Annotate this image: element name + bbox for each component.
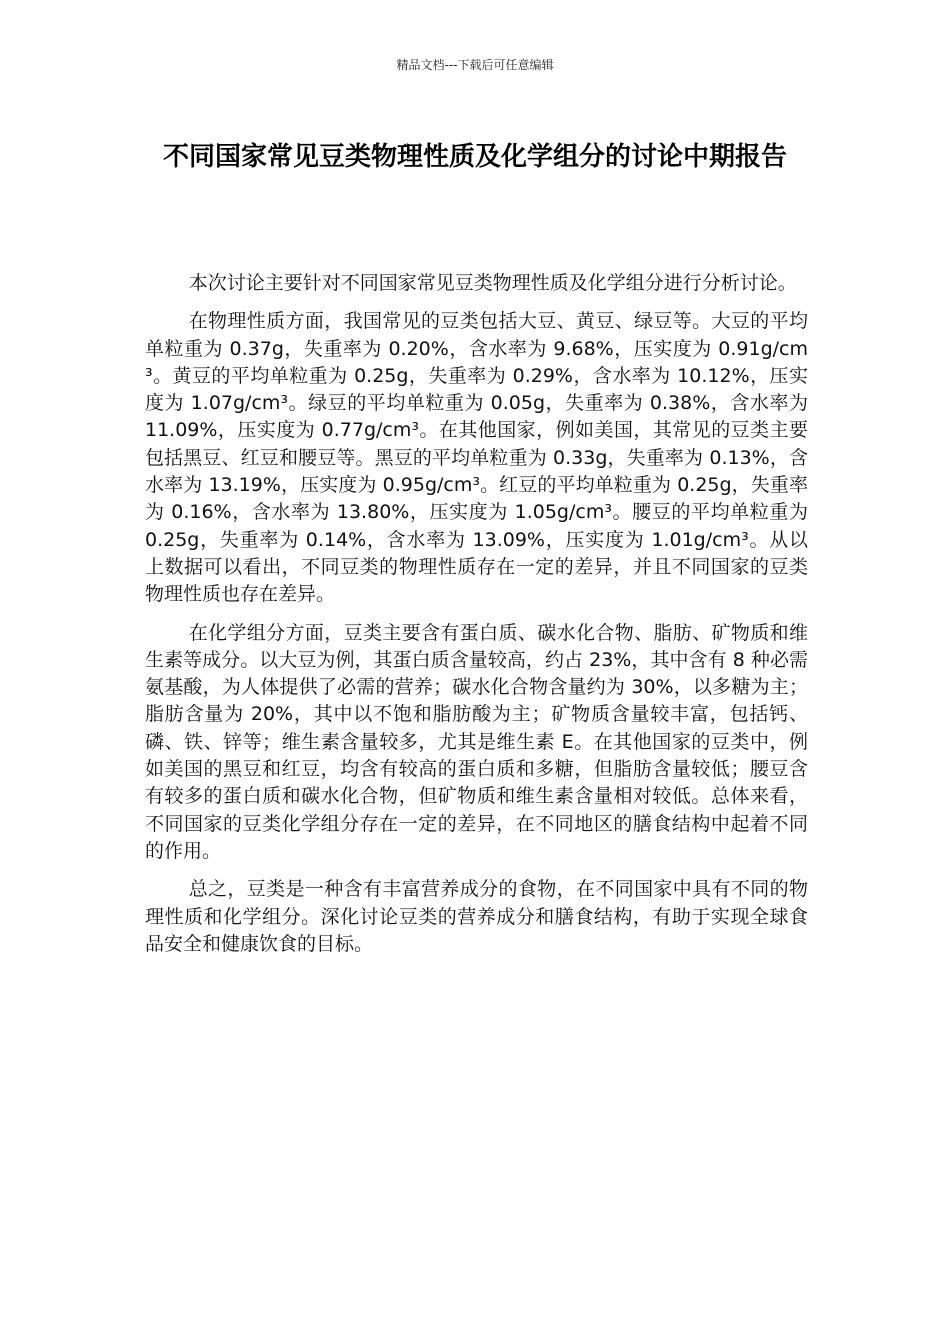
paragraph-conclusion: 总之，豆类是一种含有丰富营养成分的食物，在不同国家中具有不同的物理性质和化学组分。深化讨论豆类的营养成分和膳食结构，有助于实现全球食品安全和健康饮食的目标。 — [145, 878, 808, 955]
paragraph-chemical-composition: 在化学组分方面，豆类主要含有蛋白质、碳水化合物、脂肪、矿物质和维生素等成分。以大豆为例，其蛋白质含量较高，约占 23%，其中含有 8 种必需氨基酸，为人体提供了必需的营养；碳水化合物含量约为 30%，以多糖为主；脂肪含量为 20%，其中以不饱和脂肪酸为主；矿物质含量较丰富，包括钙、磷、铁、锌等；维生素含量较多，尤其是维生素 E。在其他国家的豆类中，例如美国的黑豆和红豆，均含有较高的蛋白质和多糖，但脂肪含量较低；腰豆含有较多的蛋白质和碳水化合物，但矿物质和维生素含量相对较低。总体来看，不同国家的豆类化学组分存在一定的差异，在不同地区的膳食结构中起着不同的作用。 — [145, 621, 808, 862]
document-title: 不同国家常见豆类物理性质及化学组分的讨论中期报告 — [162, 142, 787, 172]
paragraph-physical-properties: 在物理性质方面，我国常见的豆类包括大豆、黄豆、绿豆等。大豆的平均单粒重为 0.37g，失重率为 0.20%，含水率为 9.68%，压实度为 0.91g/cm³。黄豆的平均单粒重为 0.25g，失重率为 0.29%，含水率为 10.12%，压实度为 1.07g/cm³。绿豆的平均单粒重为 0.05g，失重率为 0.38%，含水率为 11.09%，压实度为 0.77g/cm³。在其他国家，例如美国，其常见的豆类主要包括黑豆、红豆和腰豆等。黑豆的平均单粒重为 0.33g，失重率为 0.13%，含水率为 13.19%，压实度为 0.95g/cm³。红豆的平均单粒重为 0.25g，失重率为 0.16%，含水率为 13.80%，压实度为 1.05g/cm³。腰豆的平均单粒重为 0.25g，失重率为 0.14%，含水率为 13.09%，压实度为 1.01g/cm³。从以上数据可以看出，不同豆类的物理性质存在一定的差异，并且不同国家的豆类物理性质也存在差异。 — [145, 310, 808, 606]
paragraph-intro: 本次讨论主要针对不同国家常见豆类物理性质及化学组分进行分析讨论。 — [188, 272, 797, 294]
page-header: 精品文档---下载后可任意编辑 — [396, 58, 554, 72]
document-body — [145, 270, 808, 969]
